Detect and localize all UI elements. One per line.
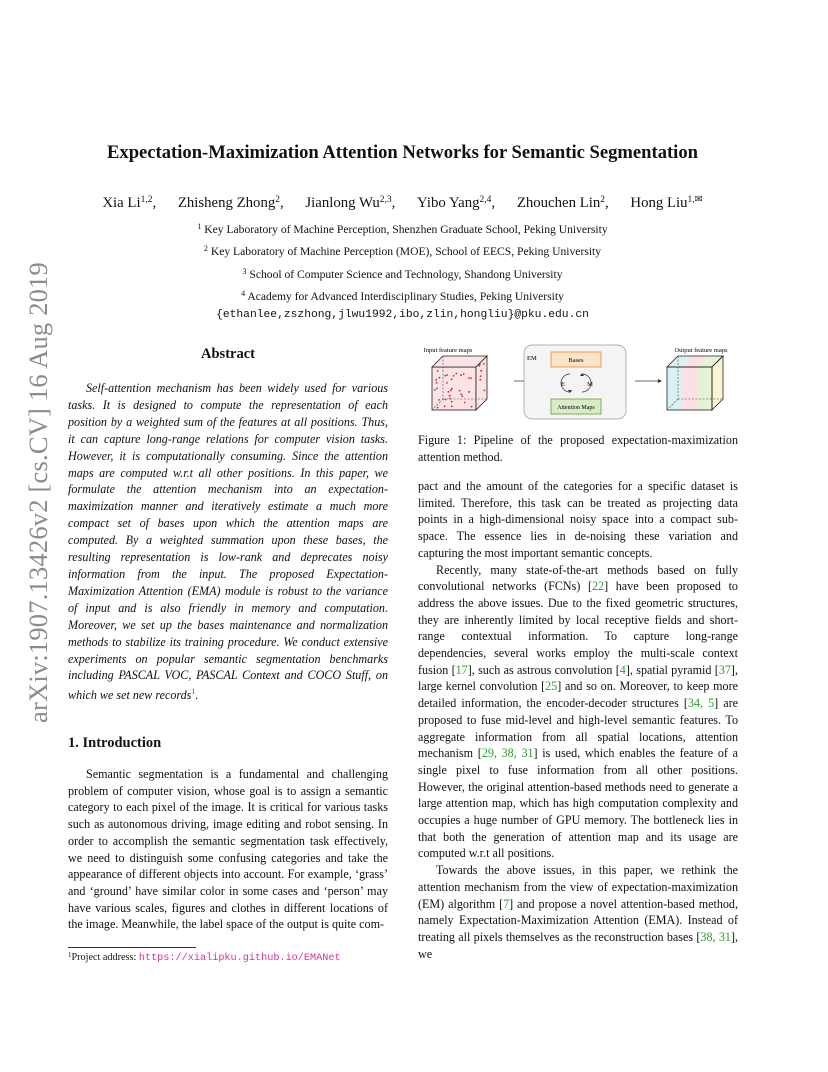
citation-link[interactable]: 7 [503,896,510,911]
feature-point [435,379,437,381]
citation-link[interactable]: 22 [592,579,605,594]
author: Hong Liu$^{1,✉}$ [630,195,703,211]
feature-point [446,382,448,384]
feature-point [451,405,453,407]
input-label: Input feature maps [423,347,473,354]
paragraph: Towards the above issues, in this paper, we rethink the attention mechanism from the view of expectation-maximization (EM) algorithm [7] and propose a novel attention-based method, namely Expectation-Maximization Attention (EMA). Instead of treating all pixels themselves as the reconstruction bases [38, 31], we [418,863,739,961]
affiliations [100,217,705,325]
intro-paragraph: Semantic segmentation is a fundamental and challenging problem of computer vision, whose goal is to assign a semantic category to each pixel of the image. It is critical for various tasks such as autonomous driving, image editing and robot sensing. In order to accomplish the semantic segmentation task effectively, we need to distinguish some confusing categories and take the appearance of different objects into account. For example, ‘grass’ and ‘ground’ have similar color in some cases and ‘person’ may have various scales, figures and clothes in different locations of the image. Meanwhile, the label space of the output is quite com- [68,767,388,932]
author-emails: {ethanlee,zszhong,jlwu1992,ibo,zlin,hongliu}@pku.edu.cn [216,309,589,322]
feature-point [445,399,447,401]
feature-point [438,399,440,401]
feature-point [437,370,439,372]
feature-point [451,388,453,390]
citation-link[interactable]: 4 [619,662,626,677]
feature-point [470,377,472,379]
citation-link[interactable]: 29, 38, 31 [481,746,534,761]
feature-point [460,393,462,395]
citation-link[interactable]: 25 [545,679,558,694]
pipeline-figure [418,342,738,428]
input-cube [432,356,487,410]
feature-point [437,407,439,409]
feature-point [484,390,486,392]
author: Xia Li$^{1,2}$, [102,195,157,211]
feature-point [480,370,482,372]
feature-point [439,377,441,379]
m-step-label: M [587,381,593,388]
feature-point [436,388,438,390]
paragraph: pact and the amount of the categories for a specific dataset is limited. Therefore, this task can be treated as projecting data points in a high-dimensional noisy space into a compact sub-space. The essence lies in de-noising these variation and capturing the most important semantic concepts. [418,479,738,560]
feature-point [459,390,461,392]
footnote-mark[interactable]: 1 [191,687,196,697]
feature-point [451,401,453,403]
feature-point [479,379,481,381]
author: Yibo Yang$^{2,4}$, [417,195,496,211]
feature-point [446,374,448,376]
author: Zhisheng Zhong$^2$, [177,195,284,211]
footnote: $^1$Project address: https://xialipku.github.io/EMANet [68,951,341,964]
feature-point [456,373,458,375]
feature-point [451,378,453,380]
feature-point [448,391,450,393]
feature-point [464,402,466,404]
feature-point [468,391,470,393]
affiliation: $^2$ Key Laboratory of Machine Perception (MOE), School of EECS, Peking University [203,244,602,259]
feature-point [444,375,446,377]
feature-point [444,405,446,407]
author: Zhouchen Lin$^2$, [516,195,609,211]
feature-point [468,377,470,379]
feature-point [434,389,436,391]
feature-point [449,395,451,397]
feature-point [471,406,473,408]
feature-point [453,375,455,377]
bases-label: Bases [568,357,584,364]
output-cube [667,356,723,410]
feature-point [461,395,463,397]
intro-heading: 1. Introduction [68,735,162,751]
figure-caption: Figure 1: Pipeline of the proposed expectation-maximization attention method. [418,433,738,464]
feature-point [478,365,480,367]
em-module [524,345,626,419]
author: Jianlong Wu$^{2,3}$, [305,195,396,211]
em-label: EM [527,355,537,362]
abstract-text: Self-attention mechanism has been widely used for various tasks. It is designed to compute the representation of each position by a weighted sum of the features at all positions. Thus, it can capture long-range relations for computer vision tasks. However, it is computationally consuming. Since the attention maps are computed w.r.t all other positions. In this paper, we formulate the attention mechanism into an expectation-maximization manner and iteratively estimate a much more compact set of bases upon which the attention maps are computed. By a weighted summation upon these bases, the resulting representation is low-rank and deprecates noisy information from the input. The proposed Expectation-Maximization Attention (EMA) module is robust to the variance of input and is also friendly in memory and computation. Moreover, we set up the bases maintenance and normalization methods to stabilize its training procedure. We conduct extensive experiments on popular semantic segmentation benchmarks including PASCAL VOC, PASCAL Context and COCO Stuff, on which we set new records$^1$. [68,381,388,703]
paper-title: Expectation-Maximization Attention Networks for Semantic Segmentation [107,142,698,163]
e-step-label: E [561,381,565,388]
arxiv-watermark: arXiv:1907.13426v2 [cs.CV] 16 Aug 2019 [22,261,53,723]
feature-point [449,398,451,400]
feature-point [436,382,438,384]
right-column [418,478,738,962]
citation-link[interactable]: 34, 5 [687,696,715,711]
output-label: Output feature maps [674,347,728,354]
paragraph: Recently, many state-of-the-art methods based on fully convolutional networks (FCNs) [22] have been proposed to address the above issues. Due to the fixed geometric structures, they are inherently limited by local receptive fields and short-range contextual information. To capture long-range dependencies, several works employ the multi-scale context fusion [17], such as astrous convolution [4], spatial pyramid [37], large kernel convolution [25] and so on. Moreover, to keep more detailed information, the encoder-decoder structures [34, 5] are proposed to fuse mid-level and high-level semantic features. To aggregate information from all spatial locations, attention mechanism [29, 38, 31] is used, which enables the feature of a single pixel to fuse information from all other positions. However, the original attention-based methods need to generate a large attention map, which has high computation complexity and occupies a huge number of GPU memory. The bottleneck lies in that both the generation of attention map and its usage are computed w.r.t all positions. [418,562,739,861]
feature-point [463,373,465,375]
attention-maps-label: Attention Maps [557,405,595,411]
citation-link[interactable]: 37 [718,662,731,677]
citation-link[interactable]: 17 [455,662,468,677]
affiliation: $^4$ Academy for Advanced Interdisciplinary Studies, Peking University [241,288,564,303]
feature-point [450,390,452,392]
footnote-rule [68,947,196,948]
affiliation: $^1$ Key Laboratory of Machine Perception, Shenzhen Graduate School, Peking University [197,222,608,236]
feature-point [460,374,462,376]
citation-link[interactable]: 38, 31 [700,929,731,944]
feature-point [480,375,482,377]
affiliation: $^3$ School of Computer Science and Technology, Shandong University [242,266,563,281]
feature-point [483,363,485,365]
abstract-heading: Abstract [201,346,255,362]
project-link[interactable]: https://xialipku.github.io/EMANet [138,953,341,964]
author-list [70,194,735,212]
